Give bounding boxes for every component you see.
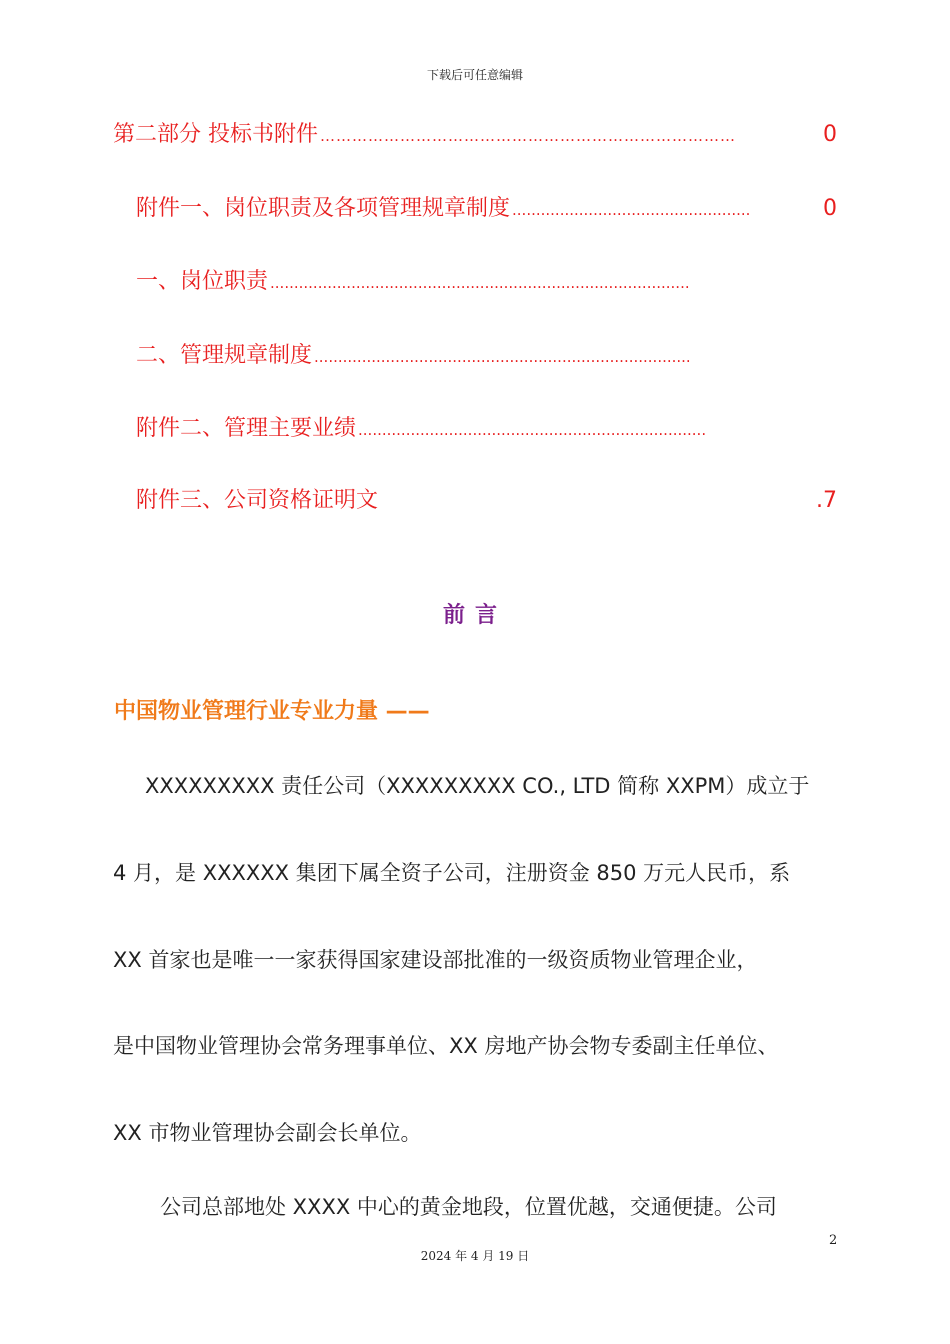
paragraph-line: 是中国物业管理协会常务理事单位、XX 房地产协会物专委副主任单位、 (113, 1034, 779, 1058)
toc-entry-label: 附件一、岗位职责及各项管理规章制度 (136, 196, 511, 221)
paragraph-line: XXXXXXXXX 责任公司（XXXXXXXXX CO., LTD 简称 XXPM）成立于 (145, 774, 810, 798)
page-header: 下载后可任意编辑 (426, 68, 523, 82)
toc-page-number: 0 (823, 196, 837, 221)
toc-entry-management-rules[interactable] (136, 341, 772, 371)
toc-leader: .................................................. (512, 201, 751, 219)
subheading: 中国物业管理行业专业力量 —— (114, 699, 430, 724)
toc-leader: …………………………………………………………………… (320, 127, 736, 145)
toc-entry-attachment-two[interactable] (136, 414, 786, 444)
paragraph-line: 4 月，是 XXXXXX 集团下属全资子公司，注册资金 850 万元人民币，系 (113, 861, 791, 885)
section-title: 前言 (442, 603, 507, 628)
toc-leader: ......................................................................... (358, 421, 707, 439)
toc-leader: ........................................................................................ (270, 274, 690, 292)
toc-leader: ............................................................................... (314, 348, 691, 366)
toc-entry-attachment-three[interactable] (136, 486, 837, 516)
page-footer: 2024 年 4 月 19 日 (420, 1249, 530, 1263)
page-number: 2 (829, 1233, 838, 1248)
toc-entry-label: 附件二、管理主要业绩 (136, 416, 357, 441)
paragraph-line: XX 市物业管理协会副会长单位。 (113, 1121, 422, 1145)
toc-entry-label: 第二部分 投标书附件 (113, 122, 318, 147)
paragraph-line: 公司总部地处 XXXX 中心的黄金地段，位置优越，交通便捷。公司 (160, 1195, 777, 1219)
toc-entry-label: 一、岗位职责 (136, 269, 269, 294)
toc-page-number: 0 (823, 122, 837, 147)
toc-entry-label: 附件三、公司资格证明文 (136, 488, 379, 513)
toc-entry-job-duties[interactable] (136, 267, 776, 297)
toc-entry-label: 二、管理规章制度 (136, 343, 313, 368)
toc-entry-attachment-one[interactable] (136, 194, 837, 224)
toc-entry-part-two[interactable] (113, 120, 837, 150)
paragraph-line: XX 首家也是唯一一家获得国家建设部批准的一级资质物业管理企业， (113, 948, 758, 972)
toc-page-number: .7 (816, 488, 837, 513)
